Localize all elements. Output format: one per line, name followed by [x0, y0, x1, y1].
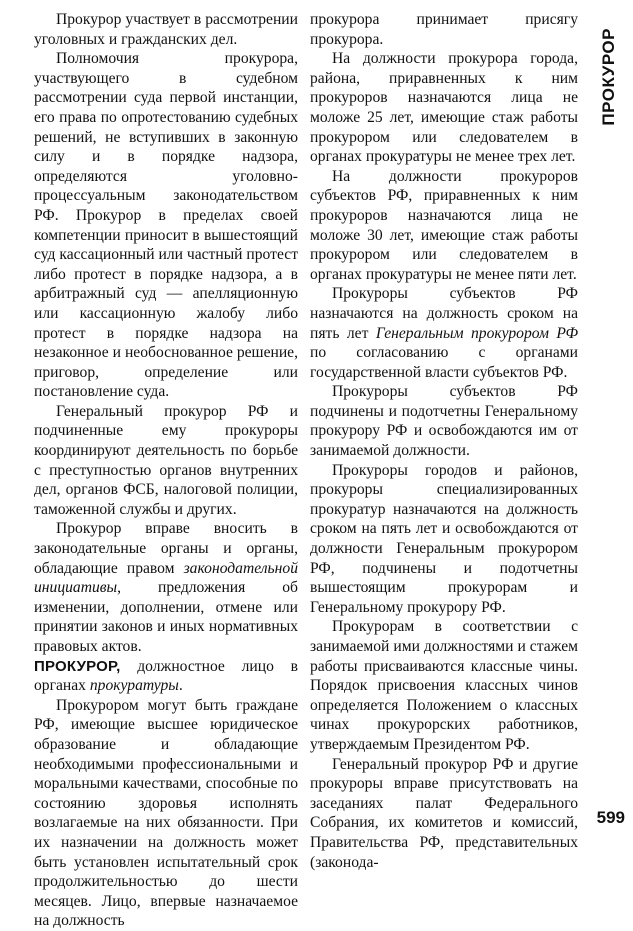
text-span: , предложения об изменении, дополнении, отмене или принятии законов и иных нормативных правовых актов.	[34, 579, 298, 655]
text-span: .	[178, 677, 183, 695]
paragraph-oath: прокурора принимает присягу прокурора.	[310, 11, 578, 48]
cross-reference: Генеральным прокурором РФ	[375, 324, 578, 342]
paragraph-class-ranks: Прокурорам в соответствии с занимаемой ими должностями и стажем работы присваиваются классные чины. Порядок присвоения классных чинов определяется Положением о классных чинах прокурорских работников, утверждаемым Президентом РФ.	[310, 618, 578, 753]
cross-reference: законодательной инициативы	[34, 559, 298, 597]
paragraph-appointment-term	[310, 284, 578, 382]
left-column	[34, 10, 298, 931]
running-head: ПРОКУРОР	[599, 28, 618, 126]
paragraph-powers: Полномочия прокурора, участвующего в судебном рассмотрении суда первой инстанции, его права по опротестованию судебных решений, не вступивших в законную силу и в порядке надзора, определяются уголовно-процессуальным законодательством РФ. Прокурор в пределах своей компетенции приносит в вышестоящий суд кассационный или частный протест либо протест в порядке надзора, а в арбитражный суд — апелляционную или кассационную жалобу либо протест в порядке надзора на незаконное и необоснованное решение, приговор, определение или постановление суда.	[34, 50, 299, 401]
right-column	[310, 10, 578, 872]
paragraph-participation: Прокурор участвует в рассмотрении уголовных и гражданских дел.	[34, 11, 298, 48]
paragraph-city-prosecutors: На должности прокурора города, района, приравненных к ним прокуроров назначаются лица не моложе 25 лет, имеющие стаж работы прокурором или следователем в органах прокуратуры не менее трех лет.	[310, 50, 578, 166]
paragraph-coordination: Генеральный прокурор РФ и подчиненные ему прокуроры координируют деятельность по борьбе с преступностью органов внутренних дел, органов ФСБ, налоговой полиции, таможенной службы и других.	[34, 402, 298, 518]
text-span: Прокурор вправе вносить в законодательные органы и органы, обладающие правом	[34, 520, 298, 577]
paragraph-eligibility: Прокурором могут быть граждане РФ, имеющие высшее юридическое образование и обладающие необходимыми профессиональными и моральными качествами, способные по состоянию здоровья исполнять возлагаемые на них обязанности. При их назначении на должность может быть установлен испытательный срок продолжительностью до шести месяцев. Лицо, впервые назначаемое на должность	[34, 696, 298, 930]
entry-headword: ПРОКУРОР,	[34, 657, 121, 675]
page-number: 599	[596, 808, 625, 827]
paragraph-attendance: Генеральный прокурор РФ и другие прокуроры вправе присутствовать на заседаниях палат Федерального Собрания, их комитетов и комиссий, Правительства РФ, представительных (законода-	[310, 755, 578, 871]
paragraph-subject-prosecutors: На должности прокуроров субъектов РФ, приравненных к ним прокуроров назначаются лица не моложе 30 лет, имеющие стаж работы прокурором или следователем в органах прокуратуры не менее пяти лет.	[310, 167, 578, 283]
cross-reference: прокуратуры	[89, 677, 179, 695]
text-span: Прокуроры субъектов РФ назначаются на должность сроком на пять лет	[310, 285, 578, 342]
paragraph-city-district: Прокуроры городов и районов, прокуроры специализированных прокуратур назначаются на должность сроком на пять лет и освобождаются от должности Генеральным прокурором РФ, подчинены и подотчетны вышестоящим прокурорам и Генеральному прокурору РФ.	[310, 461, 578, 616]
dictionary-entry	[34, 657, 298, 696]
text-span: по согласованию с органами государственной власти субъектов РФ.	[310, 344, 578, 381]
entry-definition: должностное лицо в органах	[34, 657, 298, 695]
paragraph-legislative-initiative	[34, 519, 298, 656]
paragraph-subordination: Прокуроры субъектов РФ подчинены и подотчетны Генеральному прокурору РФ и освобождаются им от занимаемой должности.	[310, 383, 578, 460]
